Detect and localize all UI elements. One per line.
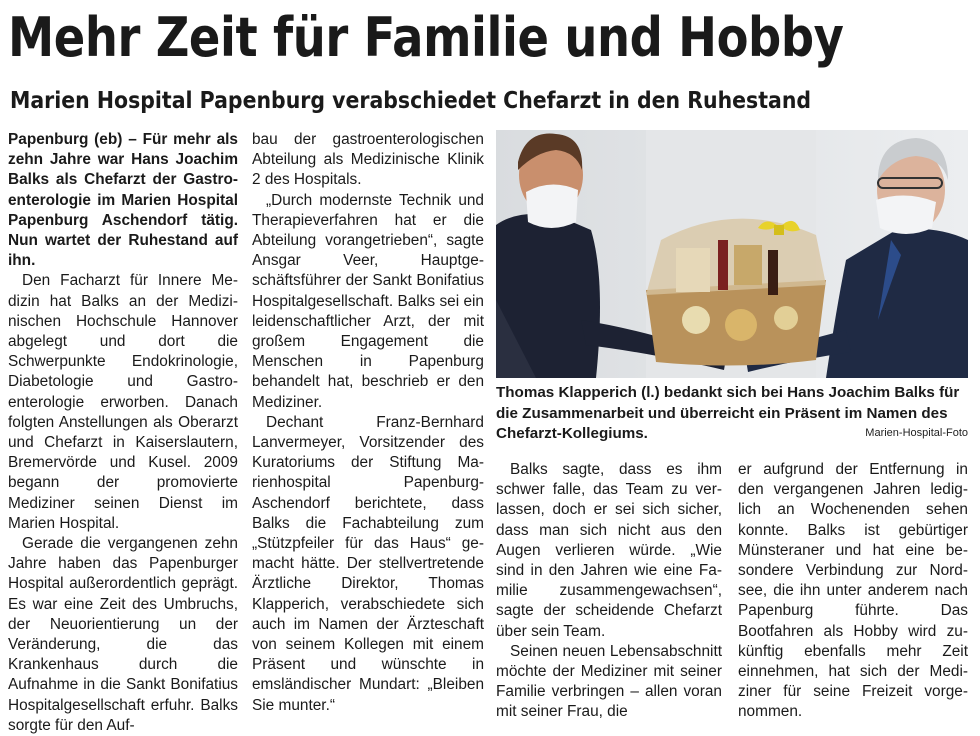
article-lead: Papenburg (eb) – Für mehr als zehn Jahre war Hans Joachim Balks als Chefarzt der Gastroenterologie im Marien Hospital Papenburg Aschendorf tätig. Nun wartet der Ruhestand auf ihn. bbox=[8, 131, 238, 270]
article-paragraph: Den Facharzt für Innere Medizin hat Balks an der Medizinischen Hochschule Hannover abgelegt und dort die Schwerpunkte Endokrinologie, Diabetologie und Gastroenterologie erworben. Danach folgten Anstellungen als Oberarzt und Chefarzt in Kaiserslautern, Bremervörde und Kusel. 2009 begann der promovierte Mediziner seinen Dienst im Marien Hospital. bbox=[8, 272, 238, 532]
article-photo bbox=[496, 130, 968, 378]
article-paragraph: er aufgrund der Entfernung in den vergangenen Jahren lediglich an Wochenenden sehen konnte. Balks ist gebürtiger Münsteraner und hat eine besondere Verbindung zur Nordsee, die ihn unter anderem nach Papenburg führte. Das Bootfahren als Hobby wird zukünftig ebenfalls mehr Zeit einnehmen, hat sich der Mediziner für seine Freizeit vorgenommen. bbox=[738, 461, 968, 721]
headline: Mehr Zeit für Familie und Hobby bbox=[8, 6, 844, 69]
article-paragraph: bau der gastroenterologischen Abteilung als Medizinische Klinik 2 des Hospitals. bbox=[252, 131, 484, 189]
article-paragraph: Gerade die vergangenen zehn Jahre haben das Papenburger Hospital außerordentlich geprägt. Es war eine Zeit des Umbruchs, der Neuorientierung un der Veränderung, die das Krankenhaus durch die Aufnahme in die Sankt Bonifatius Hospitalgesellschaft erfuhr. Balks sorgte für den Auf- bbox=[8, 535, 238, 734]
subheadline: Marien Hospital Papenburg verabschiedet Chefarzt in den Ruhestand bbox=[10, 88, 812, 114]
photo-caption: Thomas Klapperich (l.) bedankt sich bei Hans Joachim Balks für die Zusammenarbeit und überreicht ein Präsent im Namen des Chefarzt-Kollegiums. bbox=[496, 384, 960, 442]
article-column-4 bbox=[738, 460, 968, 723]
photo-illustration bbox=[496, 130, 968, 378]
article-column-3 bbox=[496, 460, 722, 723]
article-column-1 bbox=[8, 130, 238, 736]
article-paragraph: Dechant Franz-Bernhard Lanvermeyer, Vorsitzender des Kuratoriums der Stiftung Marienhospital Papenburg-Aschendorf berichtete, dass Balks die Fachabteilung zum „Stützpfeiler für das Haus“ gemacht hätte. Der stellvertretende Ärztliche Direktor, Thomas Klapperich, verabschiedete sich auch im Namen der Ärzteschaft von seinem Kollegen mit einem Präsent und wünschte in emsländischer Mundart: „Bleiben Sie munter.“ bbox=[252, 413, 484, 714]
article-column-2 bbox=[252, 130, 484, 716]
article-paragraph: „Durch modernste Technik und Therapieverfahren hat er die Abteilung vorangetrieben“, sagte Ansgar Veer, Hauptgeschäftsführer der Sankt Bonifatius Hospitalgesellschaft. Balks sei ein leidenschaftlicher Arzt, der mit großem Engagement die Menschen in Papenburg behandelt hat, beschrieb er den Mediziner. bbox=[252, 191, 484, 411]
photo-credit: Marien-Hospital-Foto bbox=[865, 427, 968, 439]
article-paragraph: Seinen neuen Lebensabschnitt möchte der Mediziner mit seiner Familie verbringen – allen voran mit seiner Frau, die bbox=[496, 642, 722, 721]
article-paragraph: Balks sagte, dass es ihm schwer falle, das Team zu verlassen, doch er sei sich sicher, dass man sich nicht aus den Augen verlieren würde. „Wie sind in den Jahren wie eine Familie zusammengewachsen“, sagte der scheidende Chefarzt über sein Team. bbox=[496, 461, 722, 640]
